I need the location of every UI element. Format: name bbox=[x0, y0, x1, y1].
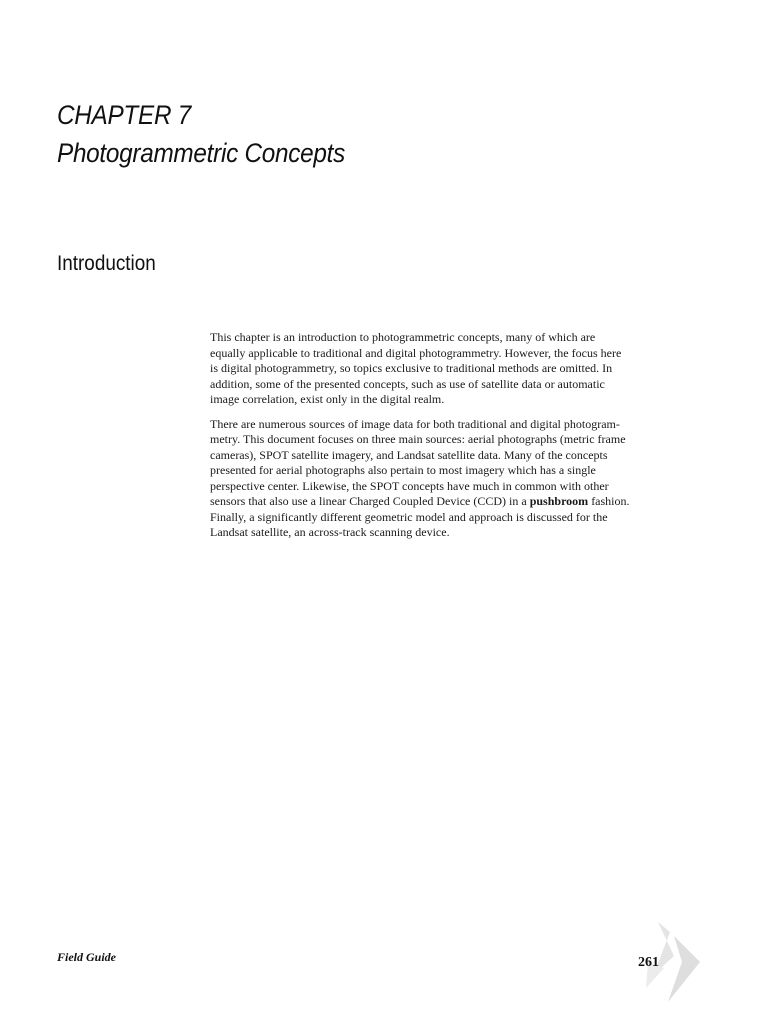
text-line: cameras), SPOT satellite imagery, and Landsat satellite data. Many of the concepts bbox=[210, 447, 608, 462]
text-line: perspective center. Likewise, the SPOT concepts have much in common with other bbox=[210, 478, 609, 493]
chapter-number: CHAPTER 7 bbox=[57, 100, 191, 130]
text-line: equally applicable to traditional and digital photogrammetry. However, the focus here bbox=[210, 345, 622, 360]
text-line: There are numerous sources of image data for both traditional and digital photogram- bbox=[210, 416, 620, 431]
section-heading: Introduction bbox=[57, 252, 156, 275]
text-run: sensors that also use a linear Charged Coupled Device (CCD) in a bbox=[210, 494, 530, 508]
footer-publication-title: Field Guide bbox=[57, 950, 116, 964]
bold-term: pushbroom bbox=[529, 494, 589, 508]
chapter-name: Photogrammetric Concepts bbox=[57, 138, 345, 168]
text-line: Landsat satellite, an across-track scanning device. bbox=[210, 525, 450, 539]
text-line: presented for aerial photographs also pertain to most imagery which has a single bbox=[210, 463, 596, 477]
text-line: image correlation, exist only in the digital realm. bbox=[210, 392, 445, 406]
paragraph-sources bbox=[210, 417, 690, 541]
text-line: is digital photogrammetry, so topics exclusive to traditional methods are omitted. In bbox=[210, 361, 613, 375]
text-line bbox=[210, 494, 690, 510]
paragraph-intro bbox=[210, 330, 690, 408]
chapter-title bbox=[57, 96, 345, 172]
body-text bbox=[210, 330, 690, 550]
text-line: metry. This document focuses on three main sources: aerial photographs (metric frame bbox=[210, 432, 626, 446]
page-number: 261 bbox=[638, 955, 659, 970]
text-line: addition, some of the presented concepts, such as use of satellite data or automatic bbox=[210, 376, 605, 391]
text-line: Finally, a significantly different geometric model and approach is discussed for the bbox=[210, 509, 608, 524]
text-line: This chapter is an introduction to photogrammetric concepts, many of which are bbox=[210, 330, 596, 344]
text-run: fashion. bbox=[588, 494, 630, 508]
chevron-shape bbox=[668, 936, 700, 1002]
